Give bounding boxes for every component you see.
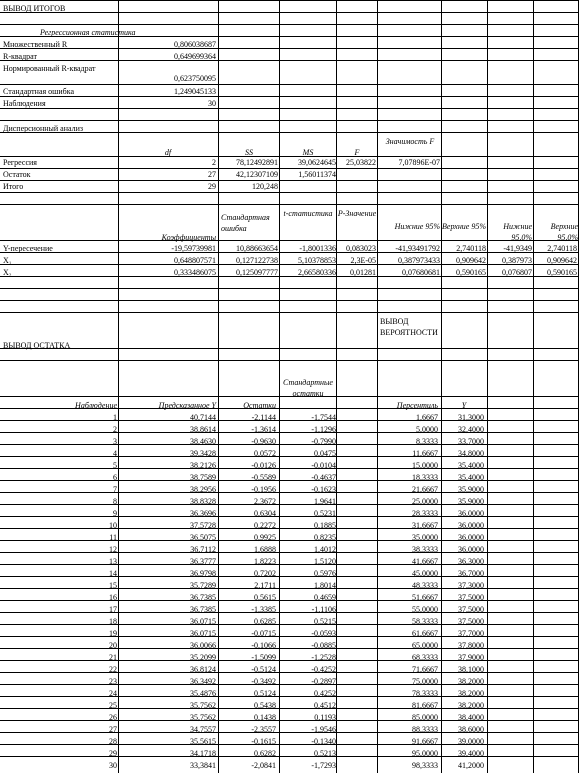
- residual-cell: 0,5124: [254, 689, 276, 698]
- residual-cell: 23: [109, 677, 117, 686]
- coef-cell: -41,9349: [503, 244, 532, 253]
- stat-label: Множественный R: [3, 40, 68, 49]
- grid-column-line: [336, 0, 337, 773]
- residual-cell: 0,5215: [314, 617, 336, 626]
- coef-cell: 0,125097777: [236, 268, 278, 277]
- coef-header: Стандартная ошибка: [221, 213, 270, 233]
- residual-cell: 38,8328: [190, 497, 216, 506]
- residual-cell: -0,0715: [251, 629, 276, 638]
- residual-cell: 0,1885: [314, 521, 336, 530]
- residual-cell: 2,1711: [254, 581, 276, 590]
- residual-cell: -0,4637: [311, 473, 336, 482]
- residual-cell: 31,6667: [412, 521, 438, 530]
- grid-row-line: [0, 288, 579, 289]
- residual-cell: -1,3385: [251, 605, 276, 614]
- residual-cell: 91,6667: [412, 737, 438, 746]
- residual-cell: 95,0000: [412, 749, 438, 758]
- residual-cell: 75,0000: [412, 677, 438, 686]
- probability-title: ВЫВОД ВЕРОЯТНОСТИ: [380, 317, 438, 337]
- residual-cell: 0,2272: [254, 521, 276, 530]
- residual-cell: 61,6667: [412, 629, 438, 638]
- grid-row-line: [0, 168, 579, 169]
- anova-sig: 7,07896E-07: [398, 158, 440, 167]
- residual-cell: 0,8235: [314, 533, 336, 542]
- residual-cell: 36,0715: [190, 617, 216, 626]
- summary-title: ВЫВОД ИТОГОВ: [3, 4, 66, 13]
- residual-cell: 19: [109, 629, 117, 638]
- residual-cell: 6: [113, 473, 117, 482]
- residual-cell: 24: [109, 689, 117, 698]
- residual-cell: 37,5728: [190, 521, 216, 530]
- residual-cell: 35,9000: [458, 497, 484, 506]
- grid-row-line: [0, 180, 579, 181]
- anova-df: 2: [212, 158, 216, 167]
- residual-cell: 39,3428: [190, 449, 216, 458]
- residual-cell: -0,2897: [311, 677, 336, 686]
- residual-cell: 7: [113, 485, 117, 494]
- residual-cell: 36,7385: [190, 605, 216, 614]
- residual-header: Стандартные остатки: [283, 378, 333, 398]
- residual-cell: 0,5213: [314, 749, 336, 758]
- residual-cell: 22: [109, 665, 117, 674]
- residual-cell: 18: [109, 617, 117, 626]
- coef-cell: 2,740118: [547, 244, 577, 253]
- residual-cell: 1,9641: [314, 497, 336, 506]
- residual-header: Предсказанное Y: [158, 401, 216, 410]
- residual-cell: 35,4876: [190, 689, 216, 698]
- anova-row-label: Остаток: [3, 170, 31, 179]
- residual-cell: 16: [109, 593, 117, 602]
- coef-header: Верхние 95%: [442, 222, 487, 231]
- residual-cell: -1,7293: [311, 761, 336, 770]
- residuals-title: ВЫВОД ОСТАТКА: [3, 341, 71, 350]
- coef-header: Верхние 95,0%: [550, 222, 578, 242]
- residual-cell: 36,0000: [458, 509, 484, 518]
- residual-cell: 15: [109, 581, 117, 590]
- residual-cell: 36,7112: [190, 545, 216, 554]
- coef-cell: 0,07680681: [402, 268, 440, 277]
- residual-header: Остатки: [243, 401, 276, 410]
- residual-cell: 29: [109, 749, 117, 758]
- residual-cell: 38,2000: [458, 677, 484, 686]
- residual-cell: 32,4000: [458, 425, 484, 434]
- residual-cell: -1,3614: [251, 425, 276, 434]
- residual-cell: 21: [109, 653, 117, 662]
- stat-label: R-квадрат: [3, 52, 38, 61]
- coef-cell: 0,083023: [346, 244, 376, 253]
- residual-cell: 0,7202: [254, 569, 276, 578]
- residual-cell: 37,8000: [458, 641, 484, 650]
- residual-cell: 13: [109, 557, 117, 566]
- residual-cell: 5: [113, 461, 117, 470]
- stat-label: Нормированный R-квадрат: [3, 64, 96, 73]
- residual-cell: 0,6285: [254, 617, 276, 626]
- anova-ms: 39,0624645: [298, 158, 336, 167]
- residual-cell: 35,7562: [190, 701, 216, 710]
- coef-cell: 0,909642: [547, 256, 577, 265]
- anova-header-ss: SS: [245, 148, 253, 157]
- residual-cell: -0,9630: [251, 437, 276, 446]
- coef-header: Нижние 95%: [394, 222, 440, 231]
- residual-cell: 15,0000: [412, 461, 438, 470]
- residual-cell: 0,0475: [314, 449, 336, 458]
- anova-f: 25,03822: [346, 158, 376, 167]
- residual-cell: 0,5438: [254, 701, 276, 710]
- residual-cell: 36,3000: [458, 557, 484, 566]
- grid-row-line: [0, 348, 579, 349]
- residual-cell: 35,0000: [412, 533, 438, 542]
- stat-label: Наблюдения: [3, 99, 46, 108]
- residual-cell: -0,4252: [311, 665, 336, 674]
- residual-cell: 38,1000: [458, 665, 484, 674]
- residual-cell: 41,2000: [458, 761, 484, 770]
- residual-cell: 35,7289: [190, 581, 216, 590]
- residual-cell: 65,0000: [412, 641, 438, 650]
- residual-cell: 36,9798: [190, 569, 216, 578]
- residual-cell: 38,2126: [190, 461, 216, 470]
- residual-cell: 58,3333: [412, 617, 438, 626]
- anova-header-ms: MS: [302, 148, 314, 157]
- residual-cell: 0,4252: [314, 689, 336, 698]
- residual-cell: -0,1615: [251, 737, 276, 746]
- grid-row-line: [0, 204, 579, 205]
- coef-header: Нижние 95,0%: [503, 222, 532, 242]
- residual-cell: 38,2956: [190, 485, 216, 494]
- residual-cell: 33,3841: [190, 761, 216, 770]
- residual-cell: 37,5000: [458, 593, 484, 602]
- residual-cell: 0,1193: [314, 713, 336, 722]
- residual-cell: -0,3492: [251, 677, 276, 686]
- coef-cell: 0,590165: [456, 268, 486, 277]
- grid-row-line: [0, 120, 579, 121]
- coef-cell: 0,648807571: [174, 256, 216, 265]
- grid-row-line: [0, 24, 579, 25]
- residual-cell: 1,6667: [416, 413, 438, 422]
- residual-cell: 36,7385: [190, 593, 216, 602]
- residual-cell: -1,2528: [311, 653, 336, 662]
- grid-row-line: [0, 84, 579, 85]
- coef-cell: -19,59739981: [171, 244, 216, 253]
- coef-cell: 2,740118: [456, 244, 486, 253]
- grid-row-line: [0, 132, 579, 133]
- residual-cell: -1,9546: [311, 725, 336, 734]
- residual-cell: 3: [113, 437, 117, 446]
- grid-row-line: [0, 300, 579, 301]
- residual-cell: 25,0000: [412, 497, 438, 506]
- residual-cell: 36,0715: [190, 629, 216, 638]
- stat-label: Стандартная ошибка: [3, 87, 75, 96]
- coef-header: Коэффициенты: [161, 233, 216, 242]
- residual-cell: 0,1438: [254, 713, 276, 722]
- residual-cell: 28,3333: [412, 509, 438, 518]
- grid-row-line: [0, 60, 579, 61]
- residual-cell: -2,3557: [251, 725, 276, 734]
- grid-column-line: [118, 0, 119, 773]
- grid-column-line: [487, 0, 488, 773]
- stat-value: 0,649699364: [174, 52, 216, 61]
- residual-cell: -0,0104: [311, 461, 336, 470]
- residual-cell: 2,3672: [254, 497, 276, 506]
- residual-cell: 8: [113, 497, 117, 506]
- residual-cell: 36,0000: [458, 521, 484, 530]
- residual-cell: 2: [113, 425, 117, 434]
- coef-cell: 0,01281: [350, 268, 376, 277]
- residual-cell: 36,0000: [458, 545, 484, 554]
- residual-cell: 39,4000: [458, 749, 484, 758]
- residual-cell: 0,0572: [254, 449, 276, 458]
- residual-cell: 11,6667: [412, 449, 438, 458]
- residual-header: Y: [461, 401, 467, 410]
- residual-cell: 85,0000: [412, 713, 438, 722]
- residual-cell: 34,1718: [190, 749, 216, 758]
- anova-df: 29: [208, 182, 216, 191]
- residual-cell: 78,3333: [412, 689, 438, 698]
- residual-cell: 88,3333: [412, 725, 438, 734]
- residual-cell: -2,0841: [251, 761, 276, 770]
- residual-cell: 40,7144: [190, 413, 216, 422]
- residual-cell: -0,5589: [251, 473, 276, 482]
- residual-cell: -1,1296: [311, 425, 336, 434]
- residual-header: Персентиль: [396, 401, 438, 410]
- anova-ss: 42,12307109: [236, 170, 278, 179]
- coef-cell: 0,387973: [502, 256, 532, 265]
- stat-value: 0,623750095: [174, 74, 216, 83]
- grid-row-line: [0, 0, 579, 1]
- residual-cell: 28: [109, 737, 117, 746]
- residual-cell: 38,6000: [458, 725, 484, 734]
- coef-cell: 0,076807: [502, 268, 532, 277]
- coef-cell: 2,3E-05: [350, 256, 376, 265]
- residual-cell: 35,2099: [190, 653, 216, 662]
- residual-cell: 38,2000: [458, 701, 484, 710]
- residual-cell: 34,8000: [458, 449, 484, 458]
- residual-cell: 45,0000: [412, 569, 438, 578]
- residual-cell: 37,7000: [458, 629, 484, 638]
- coef-cell: 0,127122738: [236, 256, 278, 265]
- residual-cell: 68,3333: [412, 653, 438, 662]
- residual-cell: 30: [109, 761, 117, 770]
- anova-row-label: Регрессия: [3, 158, 37, 167]
- residual-cell: -0,1623: [311, 485, 336, 494]
- coef-cell: 5,10378853: [298, 256, 336, 265]
- anova-header-df: df: [164, 148, 172, 157]
- residual-cell: 1,8014: [314, 581, 336, 590]
- residual-cell: 26: [109, 713, 117, 722]
- residual-cell: 35,4000: [458, 461, 484, 470]
- residual-cell: 0,5615: [254, 593, 276, 602]
- residual-cell: 36,3492: [190, 677, 216, 686]
- residual-cell: 4: [113, 449, 117, 458]
- residual-cell: 10: [109, 521, 117, 530]
- grid-row-line: [0, 48, 579, 49]
- residual-cell: -1,7544: [311, 413, 336, 422]
- residual-cell: 38,2000: [458, 689, 484, 698]
- anova-ss: 120,248: [252, 182, 278, 191]
- residual-cell: 34,7557: [190, 725, 216, 734]
- residual-cell: 1,6888: [254, 545, 276, 554]
- grid-column-line: [218, 0, 219, 773]
- residual-cell: 33,7000: [458, 437, 484, 446]
- residual-cell: 1,8223: [254, 557, 276, 566]
- coef-cell: 2,66580336: [298, 268, 336, 277]
- residual-cell: 36,5075: [190, 533, 216, 542]
- coef-cell: 0,909642: [456, 256, 486, 265]
- residual-cell: 37,9000: [458, 653, 484, 662]
- residual-cell: 36,3777: [190, 557, 216, 566]
- grid-row-line: [0, 312, 579, 313]
- residual-cell: 0,5231: [314, 509, 336, 518]
- residual-cell: 12: [109, 545, 117, 554]
- coef-header: t-статистика: [283, 209, 333, 218]
- grid-column-line: [533, 0, 534, 773]
- coef-cell: 0,387973433: [398, 256, 440, 265]
- residual-cell: 48,3333: [412, 581, 438, 590]
- residual-cell: 14: [109, 569, 117, 578]
- residual-header: Наблюдение: [75, 401, 117, 410]
- residual-cell: 35,9000: [458, 485, 484, 494]
- residual-cell: 5,0000: [416, 425, 438, 434]
- residual-cell: 37,3000: [458, 581, 484, 590]
- residual-cell: 27: [109, 725, 117, 734]
- residual-cell: 9: [113, 509, 117, 518]
- residual-cell: 35,5615: [190, 737, 216, 746]
- residual-cell: 0,5976: [314, 569, 336, 578]
- residual-cell: -0,1066: [251, 641, 276, 650]
- anova-df: 27: [208, 170, 216, 179]
- residual-cell: 36,0066: [190, 641, 216, 650]
- coef-cell: 0,590165: [547, 268, 577, 277]
- anova-ss: 78,12492891: [236, 158, 278, 167]
- residual-cell: 0,6304: [254, 509, 276, 518]
- residual-cell: 17: [109, 605, 117, 614]
- grid-row-line: [0, 96, 579, 97]
- residual-cell: 21,6667: [412, 485, 438, 494]
- residual-cell: 36,7000: [458, 569, 484, 578]
- coef-header: P-Значение: [337, 209, 377, 218]
- stat-value: 0,806038687: [174, 40, 216, 49]
- grid-row-line: [0, 360, 579, 361]
- stat-value: 30: [208, 99, 216, 108]
- residual-cell: 0,4659: [314, 593, 336, 602]
- residual-cell: 71,6667: [412, 665, 438, 674]
- residual-cell: 31,3000: [458, 413, 484, 422]
- residual-cell: 35,7562: [190, 713, 216, 722]
- residual-cell: 38,7589: [190, 473, 216, 482]
- residual-cell: -0,7990: [311, 437, 336, 446]
- anova-header-significance: Значимость F: [385, 137, 435, 146]
- residual-cell: 25: [109, 701, 117, 710]
- residual-cell: 38,3333: [412, 545, 438, 554]
- coef-row-label: X₁: [3, 256, 12, 265]
- residual-cell: 8,3333: [416, 437, 438, 446]
- residual-cell: 38,4000: [458, 713, 484, 722]
- residual-cell: 18,3333: [412, 473, 438, 482]
- regression-stats-header: Регрессионная статистика: [40, 28, 136, 37]
- grid-row-line: [0, 192, 579, 193]
- residual-cell: 36,0000: [458, 533, 484, 542]
- coef-cell: -41,93491792: [395, 244, 440, 253]
- coef-row-label: X₂: [3, 268, 12, 277]
- residual-cell: 37,5000: [458, 617, 484, 626]
- residual-cell: 0,6282: [254, 749, 276, 758]
- residual-cell: 11: [109, 533, 117, 542]
- residual-cell: -1,1106: [311, 605, 336, 614]
- residual-cell: -0,0126: [251, 461, 276, 470]
- residual-cell: 41,6667: [412, 557, 438, 566]
- residual-cell: 36,8124: [190, 665, 216, 674]
- residual-cell: -0,0885: [311, 641, 336, 650]
- anova-header-f: F: [354, 148, 360, 157]
- grid-row-line: [0, 12, 579, 13]
- coef-cell: -1,8001336: [299, 244, 336, 253]
- coef-row-label: Y-пересечение: [3, 244, 53, 253]
- residual-cell: 38,4630: [190, 437, 216, 446]
- anova-row-label: Итого: [3, 182, 24, 191]
- residual-cell: 1: [113, 413, 117, 422]
- residual-cell: 35,4000: [458, 473, 484, 482]
- residual-cell: 0,4512: [314, 701, 336, 710]
- residual-cell: -1,5099: [251, 653, 276, 662]
- residual-cell: 1,5120: [314, 557, 336, 566]
- residual-cell: 51,6667: [412, 593, 438, 602]
- anova-ms: 1,56011374: [298, 170, 336, 179]
- residual-cell: -2,1144: [251, 413, 276, 422]
- stat-value: 1,249045133: [174, 87, 216, 96]
- residual-cell: -0,0593: [311, 629, 336, 638]
- residual-cell: 0,9925: [254, 533, 276, 542]
- residual-cell: -0,1340: [311, 737, 336, 746]
- residual-cell: 55,0000: [412, 605, 438, 614]
- residual-cell: 36,3696: [190, 509, 216, 518]
- residual-cell: 39,0000: [458, 737, 484, 746]
- residual-cell: 37,5000: [458, 605, 484, 614]
- coef-cell: 10,88663654: [236, 244, 278, 253]
- anova-title: Дисперсионный анализ: [3, 124, 84, 133]
- residual-cell: 20: [109, 641, 117, 650]
- residual-cell: 38,8614: [190, 425, 216, 434]
- residual-cell: -0,1956: [251, 485, 276, 494]
- residual-cell: -0,5124: [251, 665, 276, 674]
- residual-cell: 1,4012: [314, 545, 336, 554]
- residual-cell: 81,6667: [412, 701, 438, 710]
- residual-cell: 98,3333: [412, 761, 438, 770]
- grid-row-line: [0, 108, 579, 109]
- coef-cell: 0,333486075: [174, 268, 216, 277]
